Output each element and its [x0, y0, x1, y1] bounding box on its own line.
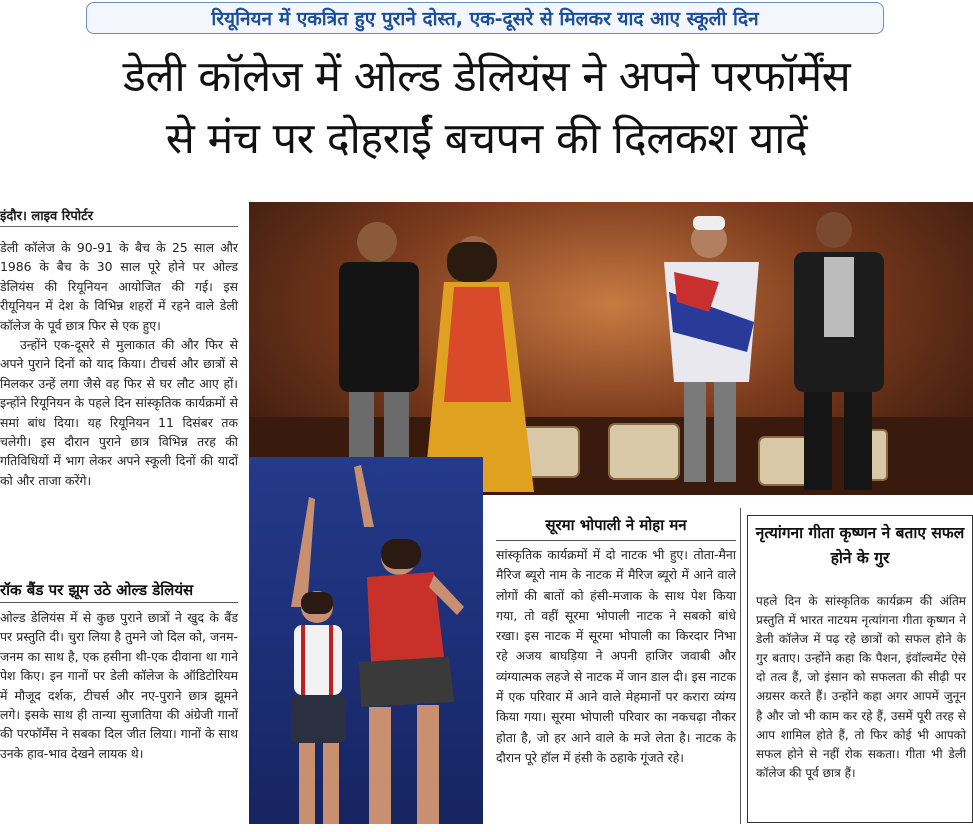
divider: [496, 540, 736, 541]
column-divider: [740, 508, 741, 824]
section-subhead-rock-band: रॉक बैंड पर झूम उठे ओल्ड डेलियंस: [0, 581, 194, 599]
article-column-3: [756, 592, 966, 783]
article-column-1-bottom: [0, 608, 238, 763]
paragraph: पहले दिन के सांस्कृतिक कार्यक्रम की अंतिम प्रस्तुति में भारत नाटयम नृत्यांगना गीता कृष्णन ने डेली कॉलेज में पढ़ रहे छात्रों को सफल होने के गुर बताए। उन्होंने कहा कि पैशन, इंवॉल्वमेंट ऐसे दो तत्व हैं, जो इंसान को सफलता की सीढ़ी पर अग्रसर करते हैं। उन्होंने कहा अगर आपमें जुनून है और जो भी काम कर रहे हैं, उसमें पूरी तरह से आप शामिल होते हैं, तो फिर कोई भी आपको सफल होने से नहीं रोक सकता। गीता भी डेली कॉलेज की पूर्व छात्र हैं।: [756, 594, 966, 780]
article-column-1-top: [0, 238, 238, 490]
paragraph: ओल्ड डेलियंस में से कुछ पुराने छात्रों ने खुद के बैंड पर प्रस्तुति दी। चुरा लिया है तुमने जो दिल को, जनम-जनम का साथ है, एक हसीना थी-एक दीवाना था गाने पेश किए। इन गानों पर डेली कॉलेज के ऑडिटोरियम में मौजूद दर्शक, टीचर्स और नए-पुराने छात्र झूमने लगे। इसके साथ ही तान्या सुजातिया की अंग्रेजी गानों की परफॉर्मेंस ने सबका दिल जीत लिया। गानों के साथ उनके हाव-भाव देखने लायक थे।: [0, 610, 238, 761]
headline-line-2: से मंच पर दोहराईं बचपन की दिलकश यादें: [165, 114, 808, 164]
stage-illustration: [249, 202, 973, 495]
section-subhead-soorma-bhopali: सूरमा भोपाली ने मोहा मन: [545, 516, 687, 534]
stage-performance-photo: [249, 202, 973, 495]
section-subhead-geeta-krishnan: नृत्यांगना गीता कृष्णन ने बताए सफल होने के गुर: [755, 524, 965, 567]
paragraph: सांस्कृतिक कार्यक्रमों में दो नाटक भी हुए। तोता-मैना मैरिज ब्यूरो नाम के नाटक में मैरिज ब्यूरो में आने वाले लोगों की बातों को हंसी-मजाक के साथ पेश किया गया, तो वहीं सूरमा भोपाली नाटक ने सबको बांधे रखा। इस नाटक में सूरमा भोपाली का किरदार निभा रहे अजय बाघड़िया ने अपनी हाजिर जवाबी और व्यंग्यात्मक लहजे से नाटक में जान डाल दी। इस नाटक में एक परिवार में आने वाले मेहमानों पर करारा व्यंग्य किया गया। सूरमा भोपाली परिवार का नकचढ़ा नौकर होता है, जो हर आने वाले के मजे लेता है। नाटक के दौरान पूरे हॉल में हंसी के ठहाके गूंजते रहे।: [496, 547, 736, 765]
divider: [0, 602, 238, 603]
kicker-banner: [86, 2, 884, 34]
kicker-text: रियूनियन में एकत्रित हुए पुराने दोस्त, एक-दूसरे से मिलकर याद आए स्कूली दिन: [211, 8, 759, 30]
headline-line-1: डेली कॉलेज में ओल्ड डेलियंस ने अपने परफॉर्मेंस: [122, 52, 851, 102]
byline: इंदौर। लाइव रिपोर्टर: [0, 206, 238, 227]
article-column-2: [496, 545, 736, 768]
headline: [0, 46, 973, 170]
paragraph: डेली कॉलेज के 90-91 के बैच के 25 साल और 1986 के बैच के 30 साल पूरे होने पर ओल्ड डेलियंस की रियूनियन आयोजित की गई। इस रीयूनियन में देश के विभिन्न शहरों में रहने वाले डेली कॉलेज के पूर्व छात्र फिर से एक हुए।: [0, 240, 238, 333]
dance-illustration: [249, 457, 483, 824]
paragraph: उन्होंने एक-दूसरे से मुलाकात की और फिर से अपने पुराने दिनों को याद किया। टीचर्स और छात्रों से मिलकर उन्हें लगा जैसे वह फिर से घर लौट आए हों। इन्होंने रियूनियन के पहले दिन सांस्कृतिक कार्यक्रमों से समां बांध दिया। यह रियूनियन 11 दिसंबर तक चलेगी। इस दौरान पुराने छात्र विभिन्न तरह की गतिविधियों में भाग लेकर अपने स्कूली दिनों की यादों को और ताजा करेंगे।: [0, 337, 238, 488]
dance-performance-photo: [249, 457, 483, 824]
